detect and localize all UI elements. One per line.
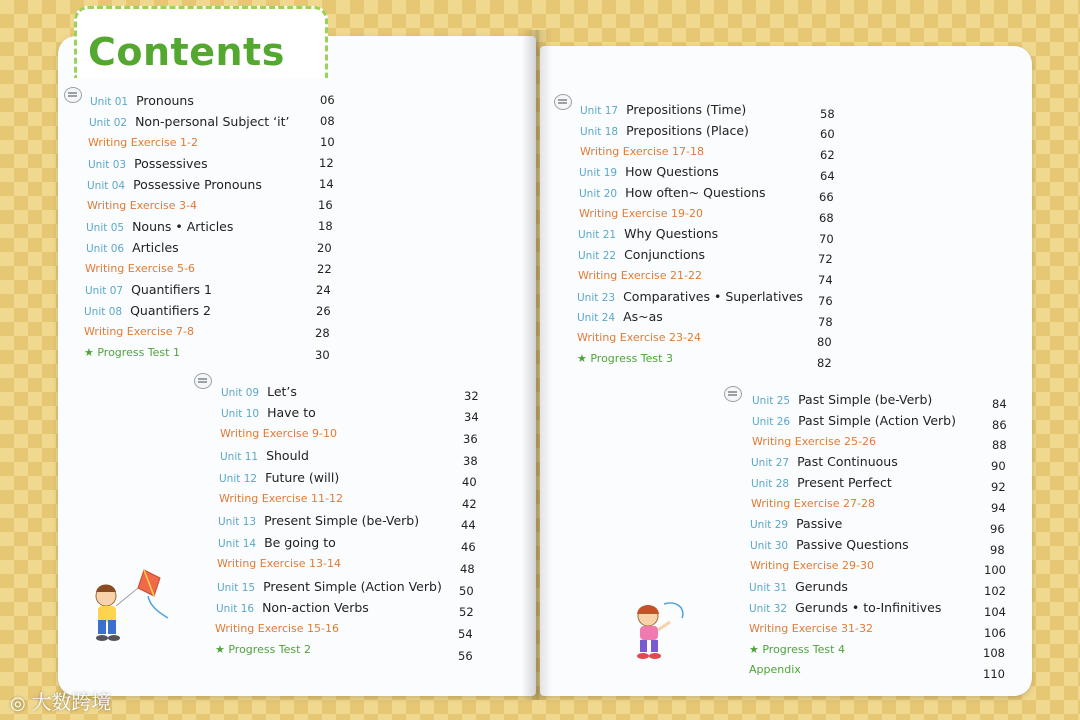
toc-entry[interactable] <box>580 123 749 140</box>
toc-entry[interactable] <box>85 282 212 299</box>
toc-entry[interactable] <box>580 102 746 119</box>
toc-entry[interactable] <box>751 454 898 471</box>
toc-entry[interactable] <box>750 537 909 554</box>
toc-entry[interactable] <box>216 600 369 617</box>
toc-entry[interactable] <box>84 303 211 320</box>
unit-label: Unit 19 <box>579 167 618 179</box>
page-number: 10 <box>320 135 335 149</box>
page-number: 90 <box>991 459 1006 473</box>
toc-entry[interactable] <box>751 475 892 492</box>
unit-label: Unit 27 <box>751 457 790 469</box>
unit-label: Unit 03 <box>88 159 127 171</box>
page-number: 58 <box>820 107 835 121</box>
unit-title: Prepositions (Place) <box>626 123 749 138</box>
unit-title: Past Simple (be-Verb) <box>798 392 933 407</box>
unit-title: Non-action Verbs <box>262 600 369 615</box>
unit-title: Past Continuous <box>797 454 898 469</box>
unit-label: Unit 12 <box>219 473 258 485</box>
unit-label: Unit 06 <box>86 243 125 255</box>
page-number: 22 <box>317 262 332 276</box>
page-number: 66 <box>819 190 834 204</box>
unit-title: Why Questions <box>624 226 719 241</box>
unit-label: Unit 22 <box>578 250 617 262</box>
page-number: 52 <box>459 605 474 619</box>
toc-entry[interactable] <box>218 513 419 530</box>
writing-exercise-entry[interactable]: Writing Exercise 19-20 <box>579 207 704 220</box>
page-number: 76 <box>818 294 833 308</box>
writing-exercise-entry[interactable]: Writing Exercise 15-16 <box>215 622 340 635</box>
unit-title: Possessive Pronouns <box>133 177 262 192</box>
unit-label: Unit 31 <box>749 582 788 594</box>
page-number: 06 <box>320 93 335 107</box>
page-number: 36 <box>463 432 478 446</box>
unit-title: How Questions <box>625 164 719 179</box>
unit-label: Unit 13 <box>218 516 257 528</box>
progress-test-entry[interactable]: ★ Progress Test 3 <box>577 352 673 365</box>
writing-exercise-entry[interactable]: Writing Exercise 31-32 <box>749 622 874 635</box>
unit-label: Unit 14 <box>218 538 257 550</box>
writing-exercise-entry[interactable]: Writing Exercise 7-8 <box>84 325 195 338</box>
watermark-text: 大数跨境 <box>31 690 112 714</box>
toc-entry[interactable] <box>219 470 339 487</box>
page-number: 24 <box>316 283 331 297</box>
unit-title: Passive Questions <box>796 537 909 552</box>
unit-label: Unit 28 <box>751 478 790 490</box>
unit-label: Unit 24 <box>577 312 616 324</box>
page-number: 102 <box>984 584 1006 598</box>
unit-label: Unit 09 <box>221 387 260 399</box>
page-number: 92 <box>991 480 1006 494</box>
writing-exercise-entry[interactable]: Writing Exercise 1-2 <box>88 136 199 149</box>
page-number: 20 <box>317 241 332 255</box>
speech-bubble-icon <box>724 386 742 402</box>
page-number: 94 <box>991 501 1006 515</box>
unit-label: Unit 01 <box>90 96 129 108</box>
page-number: 64 <box>820 169 835 183</box>
page-number: 08 <box>320 114 335 128</box>
toc-entry[interactable] <box>579 164 719 181</box>
speech-bubble-icon <box>64 87 82 103</box>
toc-entry[interactable] <box>579 185 766 202</box>
unit-label: Unit 08 <box>84 306 123 318</box>
writing-exercise-entry[interactable]: Writing Exercise 5-6 <box>85 262 196 275</box>
toc-entry[interactable] <box>220 448 309 465</box>
page-number: 16 <box>318 198 333 212</box>
toc-entry[interactable] <box>577 289 803 306</box>
unit-title: Present Simple (be-Verb) <box>264 513 420 528</box>
unit-title: Present Simple (Action Verb) <box>263 579 442 594</box>
page-number: 108 <box>983 646 1005 660</box>
page-number: 28 <box>315 326 330 340</box>
unit-title: Articles <box>132 240 179 255</box>
page-number: 14 <box>319 177 334 191</box>
page-number: 86 <box>992 418 1007 432</box>
writing-exercise-entry[interactable]: Writing Exercise 29-30 <box>750 559 875 572</box>
page-number: 26 <box>316 304 331 318</box>
page-number: 110 <box>983 667 1005 681</box>
toc-entry[interactable] <box>90 93 194 110</box>
writing-exercise-entry[interactable]: Writing Exercise 21-22 <box>578 269 703 282</box>
unit-title: Prepositions (Time) <box>626 102 747 117</box>
toc-entry[interactable] <box>86 219 233 236</box>
unit-label: Unit 30 <box>750 540 789 552</box>
page-number: 70 <box>819 232 834 246</box>
unit-title: Nouns • Articles <box>132 219 234 234</box>
unit-label: Unit 02 <box>89 117 128 129</box>
writing-exercise-entry[interactable]: Writing Exercise 13-14 <box>217 557 342 570</box>
page-number: 18 <box>318 219 333 233</box>
page-number: 74 <box>818 273 833 287</box>
page-number: 72 <box>818 252 833 266</box>
appendix-entry[interactable]: Appendix <box>749 663 801 676</box>
page-number: 96 <box>990 522 1005 536</box>
page-number: 84 <box>992 397 1007 411</box>
unit-title: Pronouns <box>136 93 194 108</box>
page-number: 50 <box>459 584 474 598</box>
toc-entry[interactable] <box>89 114 290 131</box>
boy-with-kite-illustration <box>88 566 174 644</box>
unit-label: Unit 17 <box>580 105 619 117</box>
unit-label: Unit 25 <box>752 395 791 407</box>
unit-label: Unit 16 <box>216 603 255 615</box>
writing-exercise-entry[interactable]: Writing Exercise 23-24 <box>577 331 702 344</box>
toc-entry[interactable] <box>750 516 842 533</box>
progress-test-entry[interactable]: ★ Progress Test 2 <box>215 643 311 656</box>
toc-entry[interactable] <box>749 579 848 596</box>
contents-title: Contents <box>88 30 285 74</box>
unit-label: Unit 04 <box>87 180 126 192</box>
toc-entry[interactable] <box>578 247 705 264</box>
girl-skating-illustration <box>624 598 696 664</box>
unit-title: Quantifiers 2 <box>130 303 211 318</box>
unit-title: Past Simple (Action Verb) <box>798 413 956 428</box>
page-number: 60 <box>820 127 835 141</box>
page-number: 62 <box>820 148 835 162</box>
page-number: 48 <box>460 562 475 576</box>
unit-title: Be going to <box>264 535 336 550</box>
unit-label: Unit 15 <box>217 582 256 594</box>
unit-title: Gerunds <box>795 579 848 594</box>
unit-title: As~as <box>623 309 663 324</box>
toc-entry[interactable] <box>752 392 932 409</box>
page-number: 42 <box>462 497 477 511</box>
unit-title: Comparatives • Superlatives <box>623 289 804 304</box>
writing-exercise-entry[interactable]: Writing Exercise 11-12 <box>219 492 344 505</box>
page-number: 106 <box>984 626 1006 640</box>
writing-exercise-entry[interactable]: Writing Exercise 17-18 <box>580 145 705 158</box>
progress-test-entry[interactable]: ★ Progress Test 1 <box>84 346 180 359</box>
page-number: 56 <box>458 649 473 663</box>
unit-title: How often~ Questions <box>625 185 766 200</box>
unit-label: Unit 21 <box>578 229 617 241</box>
page-number: 82 <box>817 356 832 370</box>
speech-bubble-icon <box>194 373 212 389</box>
progress-test-entry[interactable]: ★ Progress Test 4 <box>749 643 845 656</box>
page-number: 80 <box>817 335 832 349</box>
unit-title: Possessives <box>134 156 208 171</box>
page-number: 30 <box>315 348 330 362</box>
page-number: 38 <box>463 454 478 468</box>
page-number: 12 <box>319 156 334 170</box>
writing-exercise-entry[interactable]: Writing Exercise 25-26 <box>752 435 877 448</box>
unit-title: Passive <box>796 516 843 531</box>
watermark-logo-icon: ◎ <box>10 693 32 714</box>
toc-entry[interactable] <box>578 226 718 243</box>
unit-label: Unit 18 <box>580 126 619 138</box>
page-number: 88 <box>992 438 1007 452</box>
toc-entry[interactable] <box>749 600 941 617</box>
unit-label: Unit 26 <box>752 416 791 428</box>
page-number: 44 <box>461 518 476 532</box>
watermark <box>10 686 111 715</box>
unit-label: Unit 10 <box>221 408 260 420</box>
toc-entry[interactable] <box>218 535 336 552</box>
page-number: 68 <box>819 211 834 225</box>
unit-title: Quantifiers 1 <box>131 282 212 297</box>
speech-bubble-icon <box>554 94 572 110</box>
page-number: 98 <box>990 543 1005 557</box>
unit-title: Have to <box>267 405 316 420</box>
page-number: 100 <box>984 563 1006 577</box>
unit-title: Present Perfect <box>797 475 892 490</box>
unit-title: Conjunctions <box>624 247 706 262</box>
writing-exercise-entry[interactable]: Writing Exercise 9-10 <box>220 427 338 440</box>
unit-label: Unit 11 <box>220 451 259 463</box>
unit-label: Unit 32 <box>749 603 788 615</box>
unit-label: Unit 29 <box>750 519 789 531</box>
toc-entry[interactable] <box>221 405 316 422</box>
unit-label: Unit 07 <box>85 285 124 297</box>
toc-entry[interactable] <box>86 240 179 257</box>
unit-title: Gerunds • to-Infinitives <box>795 600 942 615</box>
toc-entry[interactable] <box>87 177 262 194</box>
page-number: 54 <box>458 627 473 641</box>
page-number: 34 <box>464 410 479 424</box>
unit-label: Unit 23 <box>577 292 616 304</box>
toc-entry[interactable] <box>577 309 663 326</box>
unit-label: Unit 20 <box>579 188 618 200</box>
unit-title: Future (will) <box>265 470 340 485</box>
toc-entry[interactable] <box>88 156 208 173</box>
writing-exercise-entry[interactable]: Writing Exercise 3-4 <box>87 199 198 212</box>
toc-entry[interactable] <box>217 579 442 596</box>
writing-exercise-entry[interactable]: Writing Exercise 27-28 <box>751 497 876 510</box>
page-number: 32 <box>464 389 479 403</box>
unit-title: Let’s <box>267 384 297 399</box>
page-number: 46 <box>461 540 476 554</box>
toc-entry[interactable] <box>752 413 956 430</box>
unit-label: Unit 05 <box>86 222 125 234</box>
page-number: 78 <box>818 315 833 329</box>
unit-title: Non-personal Subject ‘it’ <box>135 114 290 129</box>
toc-entry[interactable] <box>221 384 297 401</box>
page-number: 40 <box>462 475 477 489</box>
unit-title: Should <box>266 448 309 463</box>
page-number: 104 <box>984 605 1006 619</box>
